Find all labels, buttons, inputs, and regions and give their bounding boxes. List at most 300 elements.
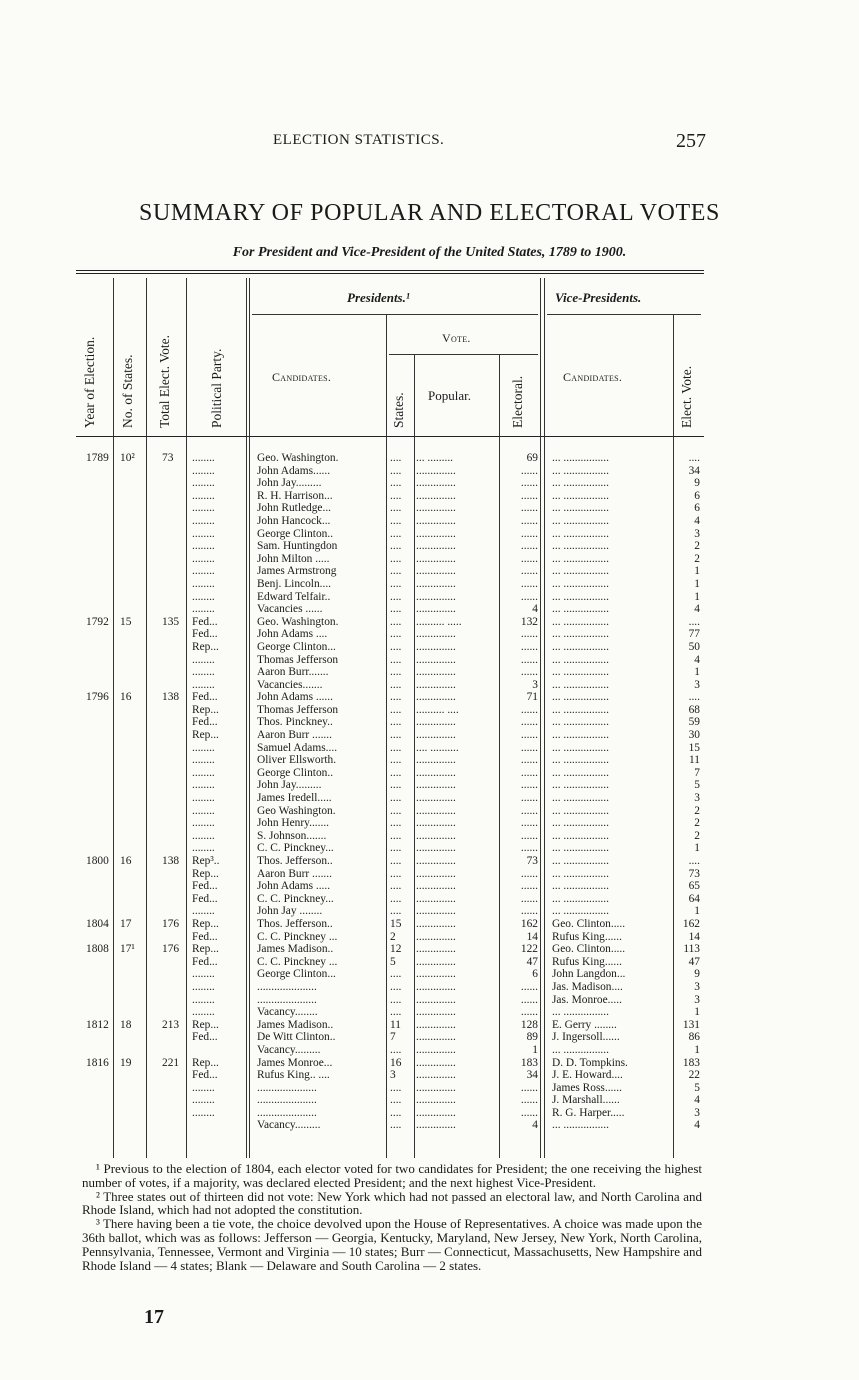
cell-party: ........ bbox=[192, 1106, 215, 1119]
cell-vp: ... ................ bbox=[552, 666, 609, 679]
cell-pop: .............. bbox=[416, 640, 456, 653]
cell-sn: .... bbox=[390, 716, 402, 729]
cell-pop: .............. bbox=[416, 477, 456, 490]
cell-total: 221 bbox=[162, 1056, 180, 1069]
cell-party: Rep... bbox=[192, 729, 219, 742]
cell-sn: .... bbox=[390, 980, 402, 993]
cell-pop: .............. bbox=[416, 1081, 456, 1094]
cell-pop: .............. bbox=[416, 489, 456, 502]
cell-ev: ...... bbox=[520, 754, 538, 767]
cell-pop: .............. bbox=[416, 628, 456, 641]
cell-vp: ... ................ bbox=[552, 829, 609, 842]
cell-party: ........ bbox=[192, 766, 215, 779]
cell-cand: John Hancock... bbox=[257, 514, 331, 527]
cell-vp: D. D. Tompkins. bbox=[552, 1056, 628, 1069]
page-title: SUMMARY OF POPULAR AND ELECTORAL VOTES bbox=[139, 200, 720, 226]
footnote-3: ³ There having been a tie vote, the choice devolved upon the House of Representatives. A choice was made upon the 36th ballot, which was as follows: Jefferson — Georgia, Kentucky, Maryland, New Jersey, New York, North Carolina, Pennsylvania, Tennessee, Vermont and Virginia — 10 states; Burr — Connecticut, Massachusetts, New Hampshire and Rhode Island — 4 states; Blank — Delaware and South Carolina — 2 states. bbox=[82, 1216, 702, 1273]
cell-vpv: 1 bbox=[694, 666, 700, 679]
table-row bbox=[76, 490, 704, 503]
table-row bbox=[76, 1006, 704, 1019]
cell-vp: ... ................ bbox=[552, 842, 609, 855]
cell-party: Fed... bbox=[192, 1069, 218, 1082]
cell-vpv: 2 bbox=[694, 552, 700, 565]
cell-party: ........ bbox=[192, 1094, 215, 1107]
cell-party: ........ bbox=[192, 968, 215, 981]
cell-cand: George Clinton... bbox=[257, 640, 336, 653]
cell-ev: ...... bbox=[520, 729, 538, 742]
cell-ev: 1 bbox=[532, 1043, 538, 1056]
cell-vpv: 22 bbox=[688, 1069, 700, 1082]
table-row bbox=[76, 1057, 704, 1070]
cell-ev: ...... bbox=[520, 817, 538, 830]
cell-cand: John Rutledge... bbox=[257, 502, 332, 515]
cell-pop: .............. bbox=[416, 993, 456, 1006]
table-row bbox=[76, 553, 704, 566]
cell-ev: 128 bbox=[520, 1018, 538, 1031]
cell-ev: ...... bbox=[520, 980, 538, 993]
cell-cand: James Iredell..... bbox=[257, 792, 332, 805]
cell-year: 1800 bbox=[86, 855, 109, 867]
cell-sn: .... bbox=[390, 905, 402, 918]
cell-pop: .............. bbox=[416, 1043, 456, 1056]
table-row bbox=[76, 528, 704, 541]
cell-sn: .... bbox=[390, 640, 402, 653]
cell-pop: .............. bbox=[416, 464, 456, 477]
cell-ev: ...... bbox=[520, 552, 538, 565]
cell-vp: J. Ingersoll...... bbox=[552, 1031, 620, 1044]
cell-cand: C. C. Pinckney... bbox=[257, 892, 334, 905]
col-header-party: Political Party. bbox=[209, 348, 224, 428]
table-row bbox=[76, 880, 704, 893]
cell-year: 1804 bbox=[86, 917, 109, 930]
cell-cand: C. C. Pinckney ... bbox=[257, 930, 338, 943]
cell-total: 73 bbox=[162, 452, 174, 464]
cell-party: ........ bbox=[192, 590, 215, 603]
table-row bbox=[76, 754, 704, 767]
cell-ev: ...... bbox=[520, 741, 538, 754]
table-row bbox=[76, 477, 704, 490]
table-row bbox=[76, 943, 704, 956]
cell-vpv: 3 bbox=[694, 1106, 700, 1119]
cell-vpv: 3 bbox=[694, 678, 700, 691]
table-row bbox=[76, 1107, 704, 1120]
cell-pop: .............. bbox=[416, 514, 456, 527]
cell-pop: .............. bbox=[416, 792, 456, 805]
cell-pop: .............. bbox=[416, 817, 456, 830]
cell-sn: .... bbox=[390, 1006, 402, 1019]
cell-ev: 14 bbox=[526, 930, 538, 943]
cell-total: 176 bbox=[162, 943, 180, 956]
cell-vpv: 2 bbox=[694, 804, 700, 817]
cell-pop: .............. bbox=[416, 729, 456, 742]
cell-ev: ...... bbox=[520, 514, 538, 527]
cell-vp: ... ................ bbox=[552, 754, 609, 767]
cell-ev: 4 bbox=[532, 1119, 538, 1132]
table-row bbox=[76, 502, 704, 515]
cell-cand: John Milton ..... bbox=[257, 552, 330, 565]
cell-sn: .... bbox=[390, 565, 402, 578]
cell-pop: .............. bbox=[416, 855, 456, 867]
cell-cand: ..................... bbox=[257, 1106, 317, 1119]
cell-sn: .... bbox=[390, 603, 402, 616]
cell-vp: James Ross...... bbox=[552, 1081, 622, 1094]
cell-year: 1816 bbox=[86, 1056, 109, 1069]
cell-sn: .... bbox=[390, 502, 402, 515]
cell-cand: Thomas Jefferson bbox=[257, 653, 339, 666]
cell-states: 17¹ bbox=[120, 943, 135, 956]
cell-cand: Rufus King.. .... bbox=[257, 1069, 330, 1082]
cell-ev: 122 bbox=[520, 943, 538, 956]
table-row bbox=[76, 603, 704, 616]
cell-ev: ...... bbox=[520, 540, 538, 553]
cell-vpv: 2 bbox=[694, 817, 700, 830]
cell-ev: ...... bbox=[520, 527, 538, 540]
cell-vpv: 73 bbox=[688, 867, 700, 880]
cell-vpv: 4 bbox=[694, 1119, 700, 1132]
cell-vp: ... ................ bbox=[552, 880, 609, 893]
cell-ev: ...... bbox=[520, 703, 538, 716]
cell-vp: ... ................ bbox=[552, 477, 609, 490]
cell-cand: James Madison.. bbox=[257, 1018, 334, 1031]
cell-vp: Jas. Madison.... bbox=[552, 980, 623, 993]
cell-vp: ... ................ bbox=[552, 1006, 609, 1019]
table-row bbox=[76, 1031, 704, 1044]
cell-ev: 183 bbox=[520, 1056, 538, 1069]
cell-ev: 132 bbox=[520, 615, 538, 628]
cell-sn: .... bbox=[390, 703, 402, 716]
cell-party: ........ bbox=[192, 527, 215, 540]
cell-vpv: 1 bbox=[694, 1006, 700, 1019]
col-header-year: Year of Election. bbox=[82, 336, 97, 428]
cell-sn: .... bbox=[390, 514, 402, 527]
cell-ev: 4 bbox=[532, 603, 538, 616]
cell-sn: .... bbox=[390, 792, 402, 805]
cell-sn: .... bbox=[390, 842, 402, 855]
cell-vpv: 50 bbox=[688, 640, 700, 653]
cell-sn: .... bbox=[390, 1119, 402, 1132]
cell-pop: .......... .... bbox=[416, 703, 459, 716]
cell-cand: Sam. Huntingdon bbox=[257, 540, 338, 553]
col-header-vp-vote: Elect. Vote. bbox=[679, 365, 694, 428]
cell-cand: Geo Washington. bbox=[257, 804, 336, 817]
cell-vpv: 2 bbox=[694, 829, 700, 842]
cell-pop: .............. bbox=[416, 691, 456, 704]
cell-vp: ... ................ bbox=[552, 1043, 609, 1056]
cell-pop: .............. bbox=[416, 754, 456, 767]
cell-year: 1792 bbox=[86, 615, 109, 628]
cell-vpv: 4 bbox=[694, 603, 700, 616]
cell-party: Rep... bbox=[192, 867, 219, 880]
cell-vp: ... ................ bbox=[552, 464, 609, 477]
cell-cand: Benj. Lincoln.... bbox=[257, 577, 332, 590]
cell-pop: .............. bbox=[416, 577, 456, 590]
cell-ev: ...... bbox=[520, 565, 538, 578]
cell-party: ........ bbox=[192, 464, 215, 477]
cell-sn: .... bbox=[390, 552, 402, 565]
cell-ev: 162 bbox=[520, 917, 538, 930]
cell-party: ........ bbox=[192, 565, 215, 578]
cell-party: ........ bbox=[192, 741, 215, 754]
table-row bbox=[76, 691, 704, 704]
cell-states: 19 bbox=[120, 1056, 132, 1069]
cell-vpv: .... bbox=[688, 615, 700, 628]
cell-cand: Aaron Burr ....... bbox=[257, 867, 332, 880]
cell-year: 1812 bbox=[86, 1018, 109, 1031]
cell-total: 176 bbox=[162, 917, 180, 930]
cell-party: ........ bbox=[192, 502, 215, 515]
cell-cand: Vacancy......... bbox=[257, 1043, 321, 1056]
cell-vpv: 64 bbox=[688, 892, 700, 905]
cell-cand: John Jay ........ bbox=[257, 905, 323, 918]
cell-pop: .............. bbox=[416, 779, 456, 792]
table-row bbox=[76, 729, 704, 742]
cell-ev: ...... bbox=[520, 716, 538, 729]
cell-pop: .............. bbox=[416, 943, 456, 956]
cell-pop: .... .......... bbox=[416, 741, 459, 754]
cell-ev: ...... bbox=[520, 1094, 538, 1107]
results-table-body bbox=[76, 452, 704, 1132]
cell-vpv: 3 bbox=[694, 993, 700, 1006]
cell-ev: 3 bbox=[532, 678, 538, 691]
cell-vpv: 5 bbox=[694, 779, 700, 792]
vp-group-header: Vice-Presidents. bbox=[555, 290, 642, 305]
cell-vp: ... ................ bbox=[552, 527, 609, 540]
cell-vpv: 34 bbox=[688, 464, 700, 477]
cell-vpv: 86 bbox=[688, 1031, 700, 1044]
cell-party: ........ bbox=[192, 540, 215, 553]
cell-ev: ...... bbox=[520, 590, 538, 603]
cell-cand: John Adams...... bbox=[257, 464, 331, 477]
cell-ev: ...... bbox=[520, 1006, 538, 1019]
cell-pop: .............. bbox=[416, 527, 456, 540]
cell-vp: ... ................ bbox=[552, 678, 609, 691]
cell-sn: .... bbox=[390, 817, 402, 830]
cell-sn: .... bbox=[390, 766, 402, 779]
table-row bbox=[76, 817, 704, 830]
cell-ev: 73 bbox=[526, 855, 538, 867]
cell-party: Rep... bbox=[192, 943, 219, 956]
cell-cand: C. C. Pinckney ... bbox=[257, 955, 338, 968]
cell-total: 138 bbox=[162, 691, 180, 704]
table-row bbox=[76, 591, 704, 604]
cell-vp: ... ................ bbox=[552, 766, 609, 779]
cell-vp: John Langdon... bbox=[552, 968, 626, 981]
cell-cand: James Madison.. bbox=[257, 943, 334, 956]
cell-vp: Jas. Monroe..... bbox=[552, 993, 622, 1006]
cell-party: ........ bbox=[192, 817, 215, 830]
cell-ev: ...... bbox=[520, 905, 538, 918]
table-row bbox=[76, 565, 704, 578]
cell-party: ........ bbox=[192, 779, 215, 792]
cell-party: ........ bbox=[192, 1081, 215, 1094]
cell-sn: .... bbox=[390, 477, 402, 490]
cell-vp: J. Marshall...... bbox=[552, 1094, 620, 1107]
table-top-rule bbox=[76, 270, 704, 271]
cell-ev: 89 bbox=[526, 1031, 538, 1044]
cell-party: Rep³.. bbox=[192, 855, 220, 867]
cell-vp: Geo. Clinton..... bbox=[552, 917, 626, 930]
cell-pop: .............. bbox=[416, 917, 456, 930]
cell-ev: 47 bbox=[526, 955, 538, 968]
cell-cand: Geo. Washington. bbox=[257, 452, 339, 464]
cell-party: ........ bbox=[192, 829, 215, 842]
cell-vp: ... ................ bbox=[552, 603, 609, 616]
cell-cand: John Henry....... bbox=[257, 817, 330, 830]
cell-party: Fed... bbox=[192, 628, 218, 641]
cell-ev: ...... bbox=[520, 1106, 538, 1119]
cell-ev: ...... bbox=[520, 779, 538, 792]
cell-pop: .............. bbox=[416, 955, 456, 968]
cell-party: ........ bbox=[192, 980, 215, 993]
table-row bbox=[76, 1019, 704, 1032]
cell-pop: .............. bbox=[416, 552, 456, 565]
cell-pop: .............. bbox=[416, 678, 456, 691]
cell-pop: .............. bbox=[416, 980, 456, 993]
cell-cand: John Adams ...... bbox=[257, 691, 333, 704]
cell-sn: .... bbox=[390, 741, 402, 754]
cell-party: ........ bbox=[192, 842, 215, 855]
cell-cand: Geo. Washington. bbox=[257, 615, 339, 628]
cell-cand: ..................... bbox=[257, 980, 317, 993]
presidents-group-rule bbox=[252, 314, 538, 315]
cell-vpv: 2 bbox=[694, 540, 700, 553]
cell-vp: ... ................ bbox=[552, 691, 609, 704]
cell-vp: ... ................ bbox=[552, 817, 609, 830]
cell-cand: John Adams ..... bbox=[257, 880, 331, 893]
vote-group-rule bbox=[389, 354, 538, 355]
page-number: 257 bbox=[676, 130, 706, 152]
cell-pop: .............. bbox=[416, 1031, 456, 1044]
cell-vp: ... ................ bbox=[552, 489, 609, 502]
cell-sn: .... bbox=[390, 892, 402, 905]
cell-sn: .... bbox=[390, 489, 402, 502]
cell-cand: Vacancy......... bbox=[257, 1119, 321, 1132]
cell-party: ........ bbox=[192, 792, 215, 805]
cell-states: 16 bbox=[120, 691, 132, 704]
cell-ev: ...... bbox=[520, 792, 538, 805]
cell-vp: E. Gerry ........ bbox=[552, 1018, 617, 1031]
cell-vpv: 131 bbox=[682, 1018, 700, 1031]
table-row bbox=[76, 628, 704, 641]
cell-party: Rep... bbox=[192, 1018, 219, 1031]
table-row bbox=[76, 742, 704, 755]
cell-cand: Vacancy........ bbox=[257, 1006, 318, 1019]
cell-vpv: 9 bbox=[694, 968, 700, 981]
cell-cand: ..................... bbox=[257, 1081, 317, 1094]
table-row bbox=[76, 1094, 704, 1107]
signature-folio: 17 bbox=[144, 1306, 164, 1328]
col-header-electoral: Electoral. bbox=[510, 375, 525, 428]
cell-party: Fed... bbox=[192, 716, 218, 729]
table-row bbox=[76, 716, 704, 729]
running-title: ELECTION STATISTICS. bbox=[273, 132, 445, 148]
cell-vp: ... ................ bbox=[552, 779, 609, 792]
table-row bbox=[76, 779, 704, 792]
table-row bbox=[76, 704, 704, 717]
cell-party: Fed... bbox=[192, 691, 218, 704]
table-row bbox=[76, 452, 704, 465]
col-header-popular: Popular. bbox=[428, 388, 471, 403]
cell-party: Fed... bbox=[192, 955, 218, 968]
cell-sn: .... bbox=[390, 1106, 402, 1119]
cell-pop: .............. bbox=[416, 603, 456, 616]
col-header-vp-candidates: Candidates. bbox=[563, 370, 623, 384]
header-bottom-rule bbox=[76, 436, 704, 437]
cell-states: 17 bbox=[120, 917, 132, 930]
cell-vp: ... ................ bbox=[552, 804, 609, 817]
cell-pop: .............. bbox=[416, 502, 456, 515]
cell-states: 10² bbox=[120, 452, 135, 464]
cell-pop: .............. bbox=[416, 880, 456, 893]
cell-sn: .... bbox=[390, 754, 402, 767]
cell-ev: ...... bbox=[520, 867, 538, 880]
cell-pop: .............. bbox=[416, 905, 456, 918]
cell-party: ........ bbox=[192, 754, 215, 767]
cell-vpv: 4 bbox=[694, 653, 700, 666]
cell-sn: .... bbox=[390, 804, 402, 817]
cell-party: ........ bbox=[192, 804, 215, 817]
col-header-vote: Vote. bbox=[442, 331, 471, 345]
cell-vp: ... ................ bbox=[552, 628, 609, 641]
cell-total: 138 bbox=[162, 855, 180, 867]
cell-vp: ... ................ bbox=[552, 905, 609, 918]
cell-vp: Rufus King...... bbox=[552, 930, 622, 943]
cell-sn: .... bbox=[390, 540, 402, 553]
cell-cand: James Armstrong bbox=[257, 565, 337, 578]
cell-pop: .............. bbox=[416, 1106, 456, 1119]
cell-cand: S. Johnson....... bbox=[257, 829, 327, 842]
cell-party: Fed... bbox=[192, 880, 218, 893]
cell-vpv: 1 bbox=[694, 577, 700, 590]
cell-sn: .... bbox=[390, 1094, 402, 1107]
cell-cand: Aaron Burr ....... bbox=[257, 729, 332, 742]
cell-states: 16 bbox=[120, 855, 132, 867]
cell-pop: .............. bbox=[416, 892, 456, 905]
table-row bbox=[76, 666, 704, 679]
cell-vp: ... ................ bbox=[552, 615, 609, 628]
cell-vp: ... ................ bbox=[552, 792, 609, 805]
cell-vp: ... ................ bbox=[552, 565, 609, 578]
table-row bbox=[76, 931, 704, 944]
cell-vpv: 59 bbox=[688, 716, 700, 729]
cell-pop: .............. bbox=[416, 590, 456, 603]
cell-vp: ... ................ bbox=[552, 867, 609, 880]
cell-party: Rep... bbox=[192, 917, 219, 930]
cell-sn: .... bbox=[390, 880, 402, 893]
cell-pop: .............. bbox=[416, 716, 456, 729]
col-header-candidates: Candidates. bbox=[272, 370, 332, 384]
table-row bbox=[76, 968, 704, 981]
table-row bbox=[76, 1082, 704, 1095]
cell-vpv: 5 bbox=[694, 1081, 700, 1094]
cell-vpv: 4 bbox=[694, 514, 700, 527]
footnotes bbox=[82, 1162, 702, 1272]
cell-ev: ...... bbox=[520, 477, 538, 490]
cell-pop: .............. bbox=[416, 1006, 456, 1019]
cell-party: Fed... bbox=[192, 1031, 218, 1044]
cell-sn: 2 bbox=[390, 930, 396, 943]
cell-cand: Thos. Pinckney.. bbox=[257, 716, 333, 729]
table-row bbox=[76, 830, 704, 843]
cell-pop: .............. bbox=[416, 653, 456, 666]
cell-pop: .............. bbox=[416, 930, 456, 943]
cell-cand: C. C. Pinckney... bbox=[257, 842, 334, 855]
table-row bbox=[76, 905, 704, 918]
table-row bbox=[76, 465, 704, 478]
cell-party: ........ bbox=[192, 603, 215, 616]
cell-vp: ... ................ bbox=[552, 729, 609, 742]
cell-sn: 12 bbox=[390, 943, 402, 956]
